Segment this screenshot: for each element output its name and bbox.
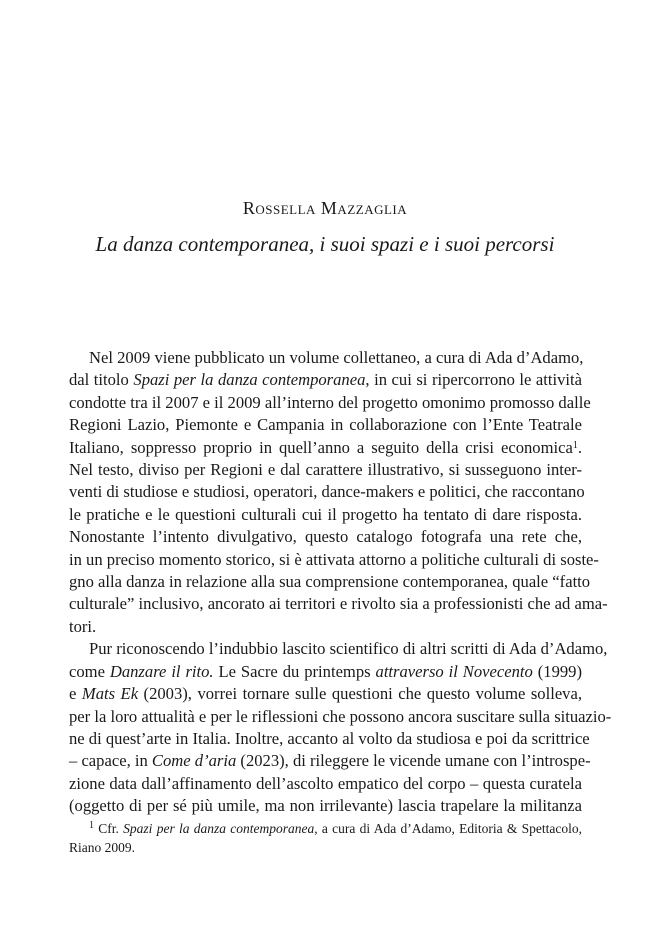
- text-run: dal titolo: [69, 370, 134, 390]
- paragraph-1: [69, 347, 608, 638]
- text-line: [69, 571, 591, 593]
- text-run: le pratiche e le questioni culturali cui il progetto ha tentato di dare risposta.: [69, 504, 582, 524]
- italic-run: Spazi per la danza contemporanea: [133, 370, 366, 390]
- text-run: Cfr.: [94, 821, 124, 836]
- text-run: (1999): [532, 661, 582, 681]
- text-run: , in cui si ripercorrono le attività: [365, 370, 583, 390]
- text-run: (2023), di rileggere le vicende umane con l’introspe-: [236, 751, 591, 771]
- text-line: [69, 616, 582, 638]
- text-line: [69, 795, 582, 817]
- text-run: Nonostante l’intento divulgativo, questo catalogo fotografa una rete che,: [69, 527, 582, 547]
- chapter-title: La danza contemporanea, i suoi spazi e i suoi percorsi: [95, 232, 555, 256]
- footnote-ref: 1: [572, 439, 578, 451]
- text-run: zione data dall’affinamento dell’ascolto empatico del corpo – questa curatela: [69, 773, 582, 793]
- text-run: venti di studiose e studiosi, operatori, dance-makers e politici, che raccontano: [69, 482, 585, 502]
- text-line: [69, 683, 582, 705]
- italic-run: Spazi per la danza contemporanea: [123, 821, 315, 836]
- footnote-line: [69, 838, 582, 857]
- italic-run: attraverso il Novecento: [375, 661, 533, 681]
- text-run: Nel 2009 viene pubblicato un volume collettaneo, a cura di Ada d’Adamo,: [89, 348, 584, 367]
- text-line: [69, 414, 582, 436]
- text-line: [69, 773, 582, 795]
- text-run: come: [69, 661, 110, 681]
- text-run: (oggetto di per sé più umile, ma non irrilevante) lascia trapelare la militanza: [69, 796, 582, 816]
- text-line: [69, 504, 582, 526]
- text-line: [69, 728, 590, 750]
- text-line: [69, 706, 612, 728]
- italic-run: Danzare il rito.: [109, 661, 214, 681]
- text-line: [69, 392, 591, 414]
- italic-run: Mats Ek: [81, 684, 139, 704]
- text-run: per la loro attualità e per le riflessioni che possono ancora suscitare sulla situazio-: [69, 706, 612, 726]
- text-run: .: [577, 437, 582, 457]
- text-run: Riano 2009.: [69, 840, 135, 855]
- text-line: [69, 549, 599, 571]
- text-line: [69, 661, 582, 683]
- text-line: [69, 481, 585, 503]
- text-run: gno alla danza in relazione alla sua comprensione contemporanea, quale “fatto: [69, 572, 591, 592]
- text-run: Pur riconoscendo l’indubbio lascito scientifico di altri scritti di Ada d’Adamo,: [89, 639, 608, 659]
- text-line: [69, 459, 582, 481]
- text-run: – capace, in: [69, 751, 152, 771]
- text-line: [69, 750, 591, 772]
- text-line: [69, 593, 608, 615]
- footnote-ref: 1: [89, 820, 94, 831]
- text-line: [69, 347, 582, 369]
- text-run: , a cura di Ada d’Adamo, Editoria & Spettacolo,: [314, 821, 582, 836]
- text-run: condotte tra il 2007 e il 2009 all’interno del progetto omonimo promosso dalle: [69, 392, 591, 412]
- text-run: Regioni Lazio, Piemonte e Campania in collaborazione con l’Ente Teatrale: [69, 415, 582, 435]
- text-run: Nel testo, diviso per Regioni e dal carattere illustrativo, si susseguono inter-: [69, 460, 582, 480]
- text-run: Italiano, soppresso proprio in quell’anno a seguito della crisi economica: [69, 437, 573, 457]
- text-line: [69, 638, 608, 660]
- paragraph-2: [69, 638, 612, 817]
- author-name: Rossella Mazzaglia: [242, 198, 408, 218]
- footnote: [69, 819, 582, 857]
- text-run: e: [69, 684, 82, 704]
- text-run: ne di quest’arte in Italia. Inoltre, accanto al volto da studiosa e poi da scrittrice: [69, 728, 590, 748]
- text-line: [69, 437, 582, 459]
- text-run: (2003), vorrei tornare sulle questioni che questo volume solleva,: [138, 684, 582, 704]
- text-run: in un preciso momento storico, si è attivata attorno a politiche culturali di soste-: [69, 549, 599, 569]
- text-run: Le Sacre du printemps: [213, 661, 376, 681]
- italic-run: Come d’aria: [151, 751, 237, 771]
- text-line: [69, 369, 582, 391]
- text-line: [69, 526, 582, 548]
- text-run: tori.: [69, 616, 97, 636]
- body-text: [69, 347, 612, 818]
- footnote-line: [69, 819, 582, 838]
- text-run: culturale” inclusivo, ancorato ai territori e rivolto sia a professionisti che ad ama-: [69, 594, 608, 614]
